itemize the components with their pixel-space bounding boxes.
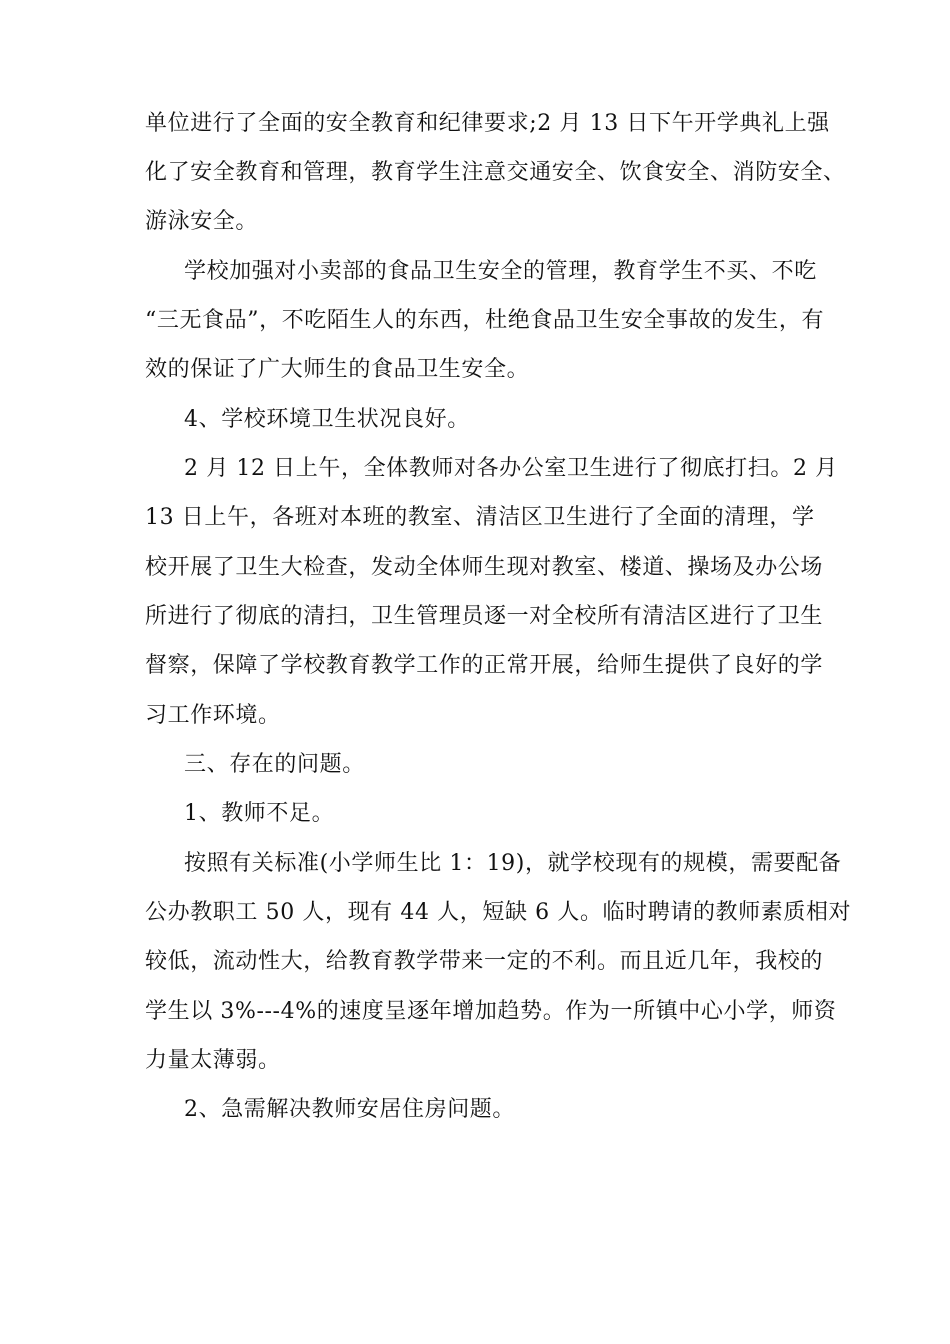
text-line: 较低，流动性大，给教育教学带来一定的不利。而且近几年，我校的 (145, 949, 824, 974)
section-heading: 4、学校环境卫生状况良好。 (184, 407, 470, 432)
paragraph-start: 学校加强对小卖部的食品卫生安全的管理，教育学生不买、不吃 (184, 259, 817, 284)
section-heading: 三、存在的问题。 (184, 752, 365, 777)
text-line: 13 日上午，各班对本班的教室、清洁区卫生进行了全面的清理，学 (145, 505, 815, 530)
text-line: 游泳安全。 (145, 209, 259, 234)
paragraph-start: 2 月 12 日上午，全体教师对各办公室卫生进行了彻底打扫。2 月 (184, 456, 838, 481)
text-line: 所进行了彻底的清扫，卫生管理员逐一对全校所有清洁区进行了卫生 (145, 604, 824, 629)
text-line: “三无食品”，不吃陌生人的东西，杜绝食品卫生安全事故的发生，有 (145, 308, 825, 333)
paragraph-start: 按照有关标准(小学师生比 1：19)，就学校现有的规模，需要配备 (184, 851, 842, 876)
text-line: 单位进行了全面的安全教育和纪律要求;2 月 13 日下午开学典礼上强 (145, 111, 830, 136)
text-line: 学生以 3%---4%的速度呈逐年增加趋势。作为一所镇中心小学，师资 (145, 999, 837, 1024)
text-line: 督察，保障了学校教育教学工作的正常开展，给师生提供了良好的学 (145, 653, 824, 678)
text-line: 力量太薄弱。 (145, 1048, 281, 1073)
text-line: 校开展了卫生大检查，发动全体师生现对教室、楼道、操场及办公场 (145, 555, 824, 580)
section-heading: 1、教师不足。 (184, 801, 335, 826)
text-line: 公办教职工 50 人，现有 44 人，短缺 6 人。临时聘请的教师素质相对 (145, 900, 852, 925)
section-heading: 2、急需解决教师安居住房问题。 (184, 1097, 515, 1122)
text-line: 化了安全教育和管理，教育学生注意交通安全、饮食安全、消防安全、 (145, 160, 846, 185)
text-line: 习工作环境。 (145, 703, 281, 728)
text-line: 效的保证了广大师生的食品卫生安全。 (145, 357, 530, 382)
